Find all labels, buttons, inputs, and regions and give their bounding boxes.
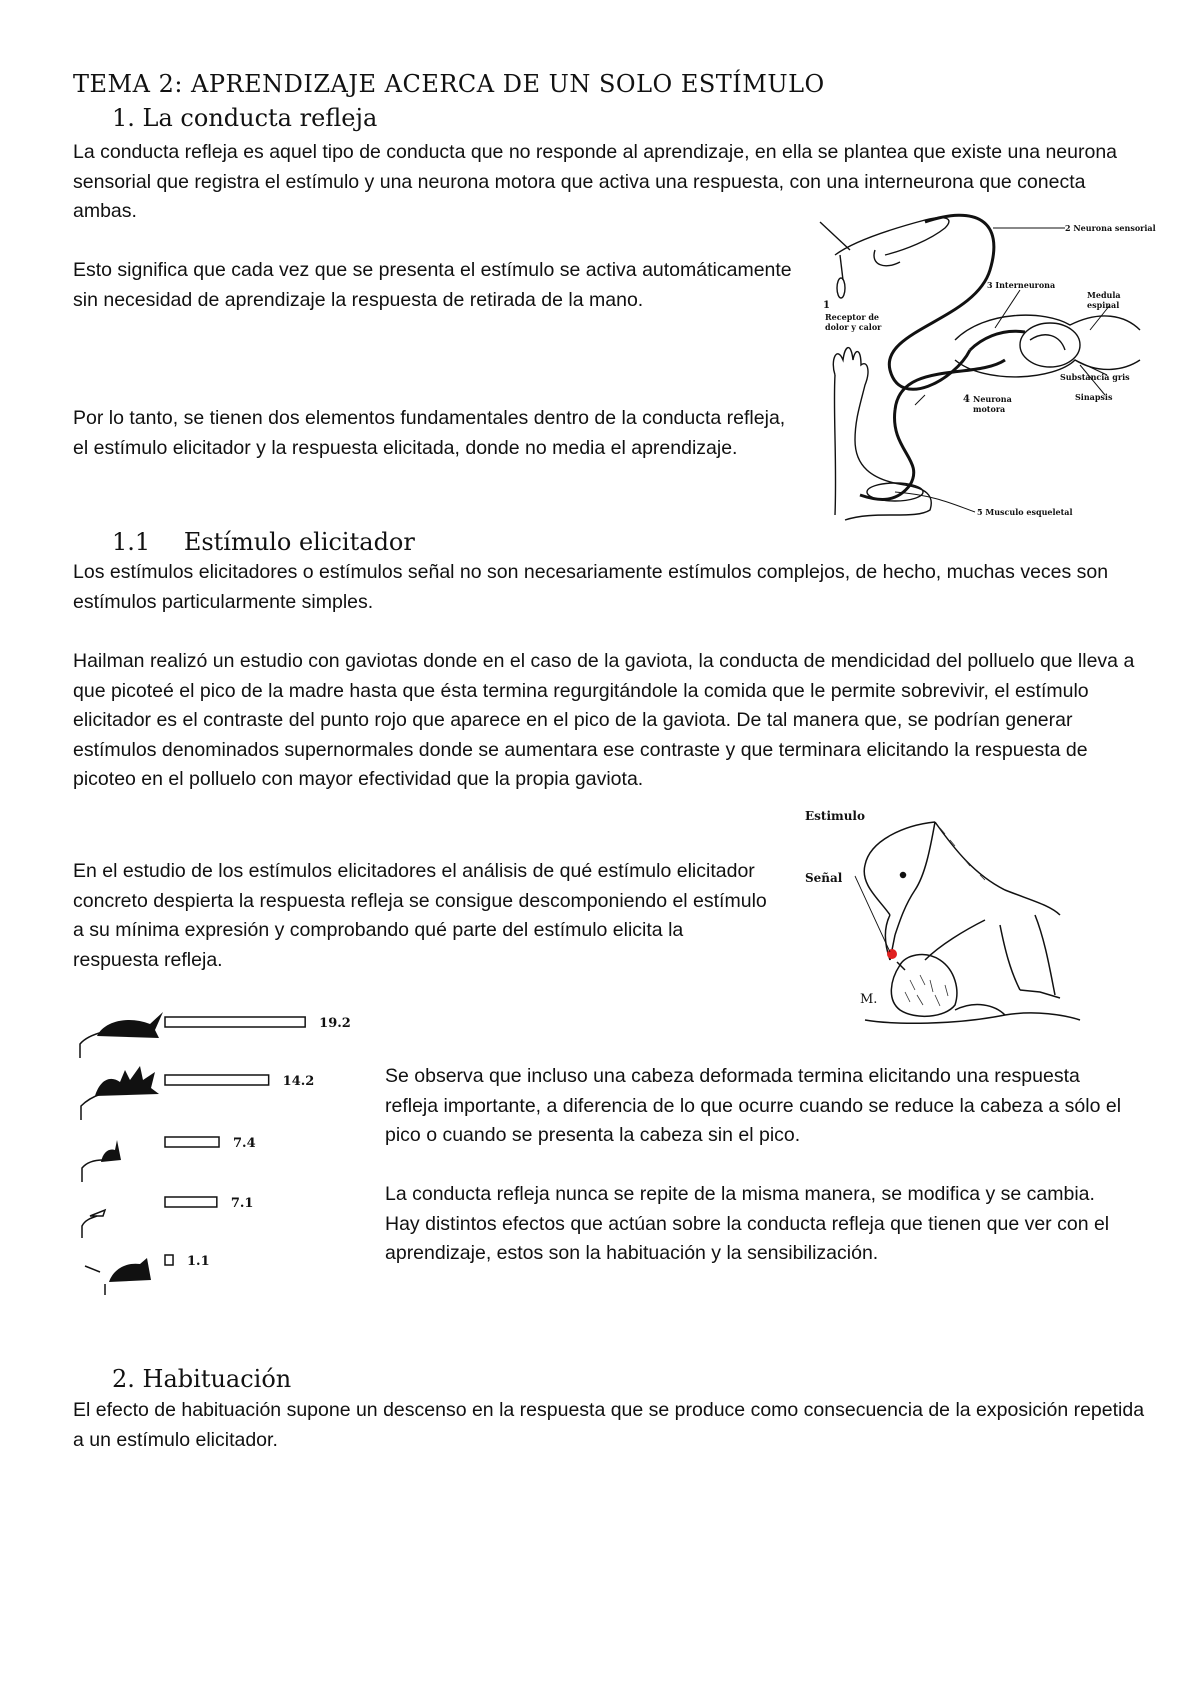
section-title: Habituación xyxy=(142,1365,292,1393)
reflex-arc-figure xyxy=(815,210,1156,525)
response-bar xyxy=(165,1255,173,1265)
paragraph: Los estímulos elicitadores o estímulos señal no son necesariamente estímulos complejos, de hecho, muchas veces son estímulos particularmente simples. xyxy=(73,561,1109,613)
chick-shape xyxy=(891,955,957,1017)
gull-label-line2: Señal xyxy=(805,871,843,885)
paragraph: Se observa que incluso una cabeza deformada termina elicitando una respuesta refleja importante, a diferencia de lo que ocurre cuando se reduce la cabeza a sólo el pico o cuando se presenta la cabeza sin el pico. xyxy=(385,1065,1122,1146)
paragraph: Por lo tanto, se tienen dos elementos fundamentales dentro de la conducta refleja, el estímulo elicitador y la respuesta elicitada, donde no media el aprendizaje. xyxy=(73,407,786,459)
gull-label-line1: Estimulo xyxy=(805,809,865,823)
head-model-small xyxy=(101,1140,121,1162)
label-motor-neuron-b: motora xyxy=(973,404,1006,414)
label-motor-neuron: Neurona xyxy=(973,394,1012,404)
finger-shape xyxy=(835,218,949,255)
paragraph: Esto significa que cada vez que se presenta el estímulo se activa automáticamente sin necesidad de aprendizaje la respuesta de retirada de la mano. xyxy=(73,259,792,311)
label-receptor-b: dolor y calor xyxy=(825,322,882,332)
artist-signature: M. xyxy=(860,992,878,1007)
section-2-heading xyxy=(112,1365,291,1393)
section-number: 1. xyxy=(112,104,135,132)
response-bar xyxy=(165,1017,305,1027)
label-synapse: Sinapsis xyxy=(1075,392,1113,402)
label-gray-matter: Substancia gris xyxy=(1060,372,1130,382)
gull-eye xyxy=(901,873,906,878)
label-receptor: Receptor de xyxy=(825,312,880,322)
label-medula-b: espinal xyxy=(1087,300,1120,310)
section-number: 2. xyxy=(112,1365,135,1393)
paragraph: En el estudio de los estímulos elicitadores el análisis de qué estímulo elicitador concreto despierta la respuesta refleja se consigue descomponiendo el estímulo a su mínima expresión y comprobando qué parte del estímulo elicita la respuesta refleja. xyxy=(73,860,767,971)
section-title: La conducta refleja xyxy=(142,104,378,132)
section-number: 1.1 xyxy=(112,528,151,556)
label-1-num: 1 xyxy=(823,300,830,311)
label-muscle: 5 Musculo esqueletal xyxy=(977,507,1073,517)
bar-value-label: 1.1 xyxy=(187,1254,210,1269)
response-bar xyxy=(165,1197,217,1207)
label-interneuron: 3 Interneurona xyxy=(987,280,1056,290)
head-models-bar-figure xyxy=(75,1000,375,1310)
sensory-neuron-path xyxy=(889,215,994,389)
head-model-deformed xyxy=(95,1066,159,1096)
bar-value-label: 14.2 xyxy=(282,1074,315,1089)
beak-only-model xyxy=(90,1210,105,1216)
bar-value-label: 7.4 xyxy=(233,1136,256,1151)
section-title: Estímulo elicitador xyxy=(183,528,415,556)
response-bar xyxy=(165,1137,219,1147)
section-1-heading xyxy=(112,104,377,132)
head-model-no-beak xyxy=(109,1258,151,1282)
response-bar xyxy=(165,1075,269,1085)
receptor-shape xyxy=(837,278,845,298)
label-4-num: 4 xyxy=(963,394,970,405)
gull-chick-figure xyxy=(805,809,1090,1030)
beak-line xyxy=(82,1216,97,1238)
paragraph: La conducta refleja es aquel tipo de conducta que no responde al aprendizaje, en ella se plantea que existe una neurona sensorial que registra el estímulo y una neurona motora que activa una respuesta, con una interneurona que conecta ambas. xyxy=(73,141,1118,222)
paragraph: La conducta refleja nunca se repite de la misma manera, se modifica y se cambia. Hay distintos efectos que actúan sobre la conducta refleja que tienen que ver con el aprendizaje, estos son la habituación y la sensibilización. xyxy=(385,1183,1110,1264)
bar-value-label: 19.2 xyxy=(319,1016,351,1031)
section-1-1-heading xyxy=(112,528,415,556)
label-sensory-neuron: 2 Neurona sensorial xyxy=(1065,223,1156,233)
paragraph: Hailman realizó un estudio con gaviotas donde en el caso de la gaviota, la conducta de mendicidad del polluelo que lleva a que picoteé el pico de la madre hasta que ésta termina regurgitándole la comida que le permite sobrevivir, el estímulo elicitador es el contraste del punto rojo que aparece en el pico de la gaviota. De tal manera que, se podrían generar estímulos denominados supernormales donde se aumentara ese contraste y que terminara elicitando la respuesta de picoteo en el polluelo con mayor efectividad que la propia gaviota. xyxy=(73,650,1135,790)
beak-line xyxy=(82,1160,103,1182)
head-model-full xyxy=(97,1012,163,1038)
label-medula: Medula xyxy=(1087,290,1121,300)
paragraph: El efecto de habituación supone un descenso en la respuesta que se produce como consecuencia de la exposición repetida a un estímulo elicitador. xyxy=(73,1399,1145,1451)
bar-value-label: 7.1 xyxy=(230,1196,254,1211)
beak-line xyxy=(81,1094,101,1120)
spinal-cord-shape xyxy=(1020,323,1080,367)
beak-line xyxy=(85,1266,100,1272)
document-title: TEMA 2: APRENDIZAJE ACERCA DE UN SOLO ESTÍMULO xyxy=(73,70,825,98)
red-spot xyxy=(887,949,897,959)
